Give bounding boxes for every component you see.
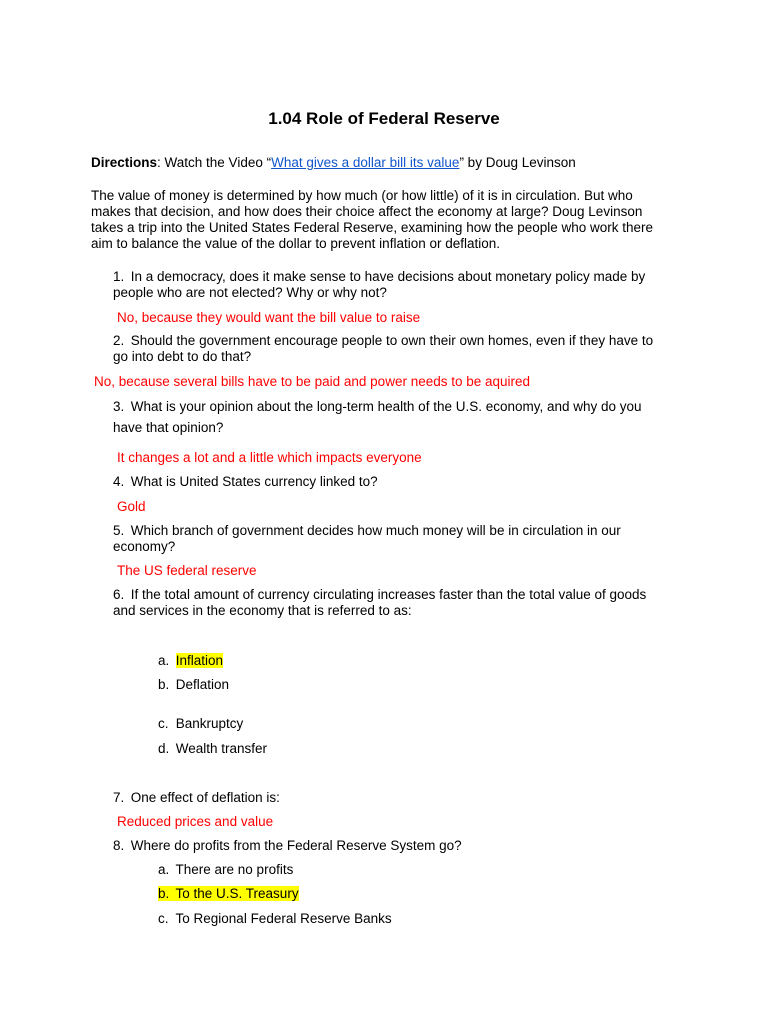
intro-line: aim to balance the value of the dollar to prevent inflation or deflation. bbox=[91, 236, 501, 251]
option-6c: c. Bankruptcy bbox=[158, 716, 244, 731]
question-7: 7. One effect of deflation is: bbox=[113, 790, 280, 805]
intro-line: takes a trip into the United States Federal Reserve, examining how the people who work there bbox=[91, 220, 654, 235]
answer-2: No, because several bills have to be paid and power needs to be aquired bbox=[94, 374, 531, 389]
option-8b: b. To the U.S. Treasury bbox=[158, 886, 299, 901]
question-4: 4. What is United States currency linked to? bbox=[113, 474, 378, 489]
answer-3: It changes a lot and a little which impacts everyone bbox=[117, 450, 422, 465]
answer-1: No, because they would want the bill value to raise bbox=[117, 310, 421, 325]
question-3: 3. What is your opinion about the long-term health of the U.S. economy, and why do you bbox=[113, 399, 642, 414]
page-title: 1.04 Role of Federal Reserve bbox=[268, 109, 500, 128]
intro-line: The value of money is determined by how much (or how little) of it is in circulation. But who bbox=[91, 188, 633, 203]
question-5: 5. Which branch of government decides how much money will be in circulation in our bbox=[113, 523, 621, 538]
directions-suffix: ” by Doug Levinson bbox=[459, 155, 576, 170]
directions-prefix: : Watch the Video “ bbox=[157, 155, 272, 170]
option-6b: b. Deflation bbox=[158, 677, 230, 692]
question-6-cont: and services in the economy that is referred to as: bbox=[113, 603, 412, 618]
question-3-cont: have that opinion? bbox=[113, 420, 224, 435]
question-8: 8. Where do profits from the Federal Reserve System go? bbox=[113, 838, 462, 853]
directions-line bbox=[91, 155, 576, 171]
answer-5: The US federal reserve bbox=[117, 563, 257, 578]
option-8c: c. To Regional Federal Reserve Banks bbox=[158, 911, 392, 926]
intro-line: makes that decision, and how does their choice affect the economy at large? Doug Levinson bbox=[91, 204, 643, 219]
question-2: 2. Should the government encourage people to own their own homes, even if they have to bbox=[113, 333, 654, 348]
question-1-cont: people who are not elected? Why or why not? bbox=[113, 285, 387, 300]
answer-7: Reduced prices and value bbox=[117, 814, 274, 829]
question-5-cont: economy? bbox=[113, 539, 176, 554]
option-6a: a. Inflation bbox=[158, 653, 224, 668]
question-2-cont: go into debt to do that? bbox=[113, 349, 252, 364]
question-6: 6. If the total amount of currency circulating increases faster than the total value of goods bbox=[113, 587, 647, 602]
directions-label: Directions bbox=[91, 155, 158, 170]
video-link[interactable]: What gives a dollar bill its value bbox=[271, 155, 460, 170]
answer-4: Gold bbox=[117, 499, 146, 514]
question-1: 1. In a democracy, does it make sense to have decisions about monetary policy made by bbox=[113, 269, 646, 284]
option-8a: a. There are no profits bbox=[158, 862, 294, 877]
option-6d: d. Wealth transfer bbox=[158, 741, 268, 756]
